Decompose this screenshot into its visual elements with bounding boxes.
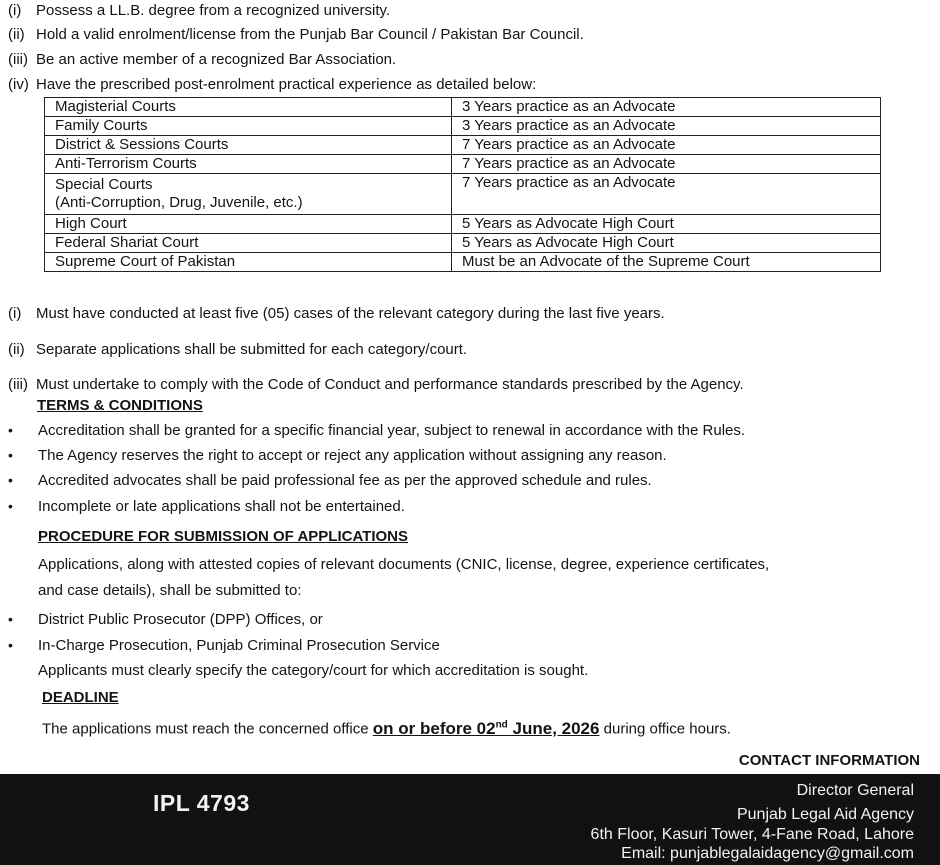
contact-heading: CONTACT INFORMATION: [738, 752, 920, 769]
table-row: [45, 253, 881, 272]
procedure-heading: PROCEDURE FOR SUBMISSION OF APPLICATIONS: [38, 528, 409, 545]
ipl-number: IPL 4793: [153, 790, 250, 816]
deadline-date-suffix: June, 2026: [507, 718, 600, 738]
requirement-cell: 7 Years practice as an Advocate: [452, 174, 881, 215]
item-text: District Public Prosecutor (DPP) Offices, or: [38, 611, 323, 628]
court-cell: District & Sessions Courts: [45, 136, 452, 155]
item-number: (iv): [8, 76, 29, 93]
office-item: [8, 610, 323, 629]
deadline-date-prefix: on or before 02: [372, 718, 496, 738]
court-name: Special Courts: [55, 176, 153, 193]
deadline-text: [42, 715, 731, 739]
table-row: [45, 215, 881, 234]
contact-address: 6th Floor, Kasuri Tower, 4-Fane Road, Lahore: [590, 826, 914, 843]
condition-item: [8, 304, 665, 323]
item-text: Hold a valid enrolment/license from the Punjab Bar Council / Pakistan Bar Council.: [36, 26, 584, 43]
bullet-icon: •: [8, 422, 13, 438]
requirement-cell: 7 Years practice as an Advocate: [452, 136, 881, 155]
terms-item: [8, 497, 405, 516]
terms-heading: TERMS & CONDITIONS: [37, 397, 203, 414]
item-text: Incomplete or late applications shall not be entertained.: [38, 498, 405, 515]
deadline-heading: DEADLINE: [42, 689, 119, 706]
procedure-note: Applicants must clearly specify the category/court for which accreditation is sought.: [38, 662, 589, 679]
terms-item: [8, 421, 745, 440]
eligibility-item: [8, 75, 536, 94]
item-text: Accreditation shall be granted for a specific financial year, subject to renewal in accordance with the Rules.: [38, 422, 746, 439]
condition-item: [8, 375, 744, 394]
table-row: [45, 155, 881, 174]
item-text: Accredited advocates shall be paid professional fee as per the approved schedule and rules.: [38, 472, 652, 489]
item-text: Must have conducted at least five (05) cases of the relevant category during the last five years.: [36, 305, 665, 322]
requirement-cell: 5 Years as Advocate High Court: [452, 234, 881, 253]
deadline-text-before: The applications must reach the concerned office: [42, 720, 369, 738]
court-cell: Family Courts: [45, 117, 452, 136]
procedure-intro: Applications, along with attested copies of relevant documents (CNIC, license, degree, experience certificates,: [38, 556, 770, 573]
requirement-cell: 5 Years as Advocate High Court: [452, 215, 881, 234]
item-text: Separate applications shall be submitted for each category/court.: [36, 341, 468, 358]
deadline-date: [373, 719, 600, 738]
requirement-cell: 7 Years practice as an Advocate: [452, 155, 881, 174]
terms-item: [8, 446, 667, 465]
item-text: Must undertake to comply with the Code of Conduct and performance standards prescribed by the Agency.: [36, 376, 744, 393]
table-row: [45, 174, 881, 215]
item-text: Possess a LL.B. degree from a recognized university.: [36, 2, 391, 19]
item-text: In-Charge Prosecution, Punjab Criminal Prosecution Service: [38, 637, 440, 654]
court-cell: High Court: [45, 215, 452, 234]
table-row: [45, 136, 881, 155]
eligibility-item: [8, 50, 396, 69]
table-row: [45, 234, 881, 253]
requirement-cell: 3 Years practice as an Advocate: [452, 117, 881, 136]
deadline-date-sup: nd: [495, 719, 508, 730]
table-row: [45, 98, 881, 117]
court-cell: Supreme Court of Pakistan: [45, 253, 452, 272]
court-cell: Anti-Terrorism Courts: [45, 155, 452, 174]
experience-table: [44, 97, 881, 272]
bullet-icon: •: [8, 637, 13, 653]
bullet-icon: •: [8, 472, 13, 488]
table-row: [45, 117, 881, 136]
contact-footer: [0, 774, 940, 865]
contact-title: Director General: [796, 782, 914, 799]
office-item: [8, 636, 440, 655]
item-number: (iii): [8, 51, 28, 68]
item-text: Have the prescribed post-enrolment practical experience as detailed below:: [36, 76, 537, 93]
deadline-text-after: during office hours.: [603, 720, 731, 738]
item-number: (i): [8, 305, 22, 322]
terms-item: [8, 471, 652, 490]
requirement-cell: 3 Years practice as an Advocate: [452, 98, 881, 117]
court-cell: Federal Shariat Court: [45, 234, 452, 253]
bullet-icon: •: [8, 447, 13, 463]
contact-email: Email: punjablegalaidagency@gmail.com: [621, 845, 914, 862]
court-subtitle: (Anti-Corruption, Drug, Juvenile, etc.): [55, 194, 303, 211]
contact-agency: Punjab Legal Aid Agency: [736, 806, 914, 823]
item-number: (i): [8, 2, 22, 19]
item-text: Be an active member of a recognized Bar Association.: [36, 51, 397, 68]
item-text: The Agency reserves the right to accept or reject any application without assigning any reason.: [38, 447, 667, 464]
eligibility-item: [8, 1, 390, 20]
item-number: (iii): [8, 376, 28, 393]
procedure-intro: and case details), shall be submitted to:: [38, 582, 302, 599]
court-cell: [45, 174, 452, 215]
court-cell: Magisterial Courts: [45, 98, 452, 117]
condition-item: [8, 340, 467, 359]
item-number: (ii): [8, 341, 25, 358]
requirement-cell: Must be an Advocate of the Supreme Court: [452, 253, 881, 272]
bullet-icon: •: [8, 611, 13, 627]
item-number: (ii): [8, 26, 25, 43]
bullet-icon: •: [8, 498, 13, 514]
eligibility-item: [8, 25, 584, 44]
